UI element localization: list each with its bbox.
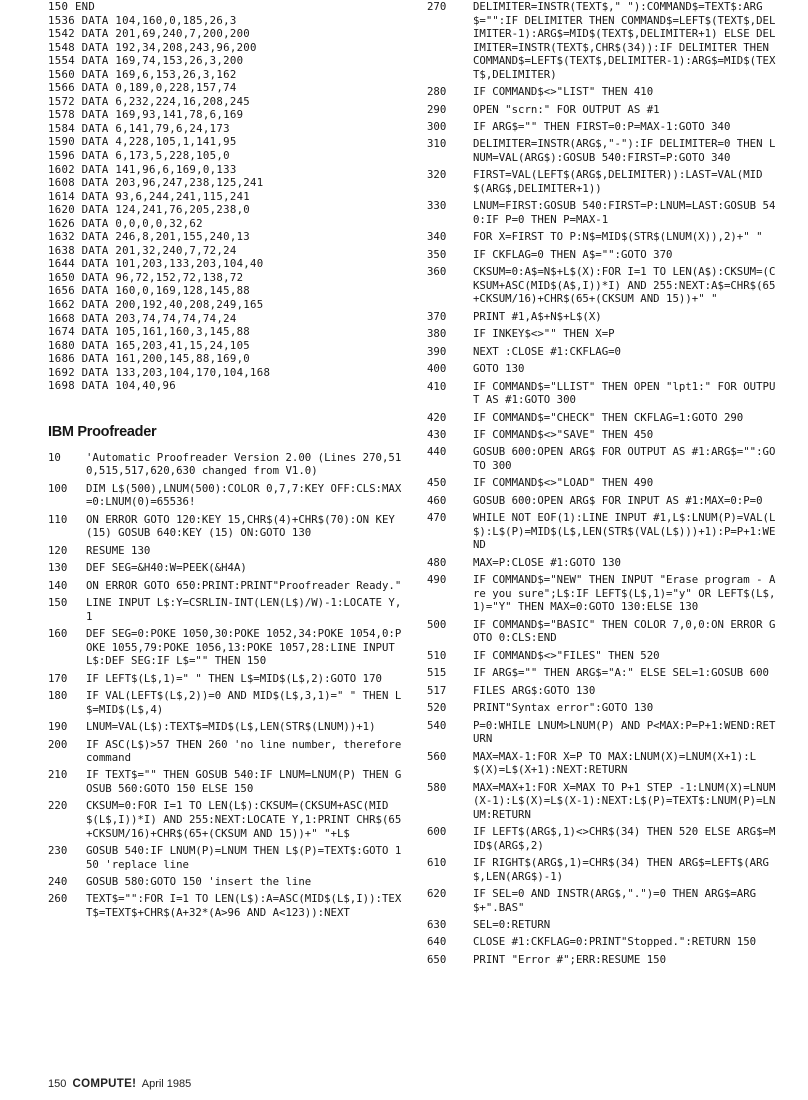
code-line xyxy=(48,844,403,871)
line-number: 490 xyxy=(427,573,447,587)
code-line xyxy=(48,672,403,686)
line-code: DEF SEG=0:POKE 1050,30:POKE 1052,34:POKE 1054,0:POKE 1055,79:POKE 1056,13:POKE 1057,28:LINE INPUT L$:DEF SEG:IF L$="" THEN 150 xyxy=(86,627,402,668)
spacer xyxy=(48,393,403,415)
code-line xyxy=(427,310,777,324)
code-line xyxy=(427,918,777,932)
line-code: P=0:WHILE LNUM>LNUM(P) AND P<MAX:P=P+1:WEND:RETURN xyxy=(473,718,776,746)
code-line: 1662 DATA 200,192,40,208,249,165 xyxy=(48,298,264,312)
line-number: 430 xyxy=(427,428,447,442)
code-line: 1608 DATA 203,96,247,238,125,241 xyxy=(48,176,264,190)
code-line xyxy=(427,701,777,715)
code-line: 1584 DATA 6,141,79,6,24,173 xyxy=(48,121,230,135)
code-line xyxy=(427,666,777,680)
code-line xyxy=(48,627,403,668)
code-line xyxy=(427,781,777,822)
line-code: IF COMMAND$<>"LOAD" THEN 490 xyxy=(473,476,654,490)
line-number: 470 xyxy=(427,511,447,525)
line-code: IF COMMAND$<>"FILES" THEN 520 xyxy=(473,648,660,662)
code-line xyxy=(427,120,777,134)
line-code: IF RIGHT$(ARG$,1)=CHR$(34) THEN ARG$=LEFT$(ARG$,LEN(ARG$)-1) xyxy=(473,856,769,883)
line-code: IF INKEY$<>"" THEN X=P xyxy=(473,327,615,341)
code-line xyxy=(427,137,777,164)
code-line xyxy=(427,825,777,852)
code-line xyxy=(48,875,403,889)
line-code: WHILE NOT EOF(1):LINE INPUT #1,L$:LNUM(P)=VAL(L$):L$(P)=MID$(L$,LEN(STR$(VAL(L$)))+1):P=P+1:WEND xyxy=(473,511,776,552)
code-line: 150 END xyxy=(48,0,96,13)
code-line: 1674 DATA 105,161,160,3,145,88 xyxy=(48,325,251,339)
line-code: CLOSE #1:CKFLAG=0:PRINT"Stopped.":RETURN 150 xyxy=(473,935,757,949)
code-line xyxy=(427,445,777,472)
line-number: 380 xyxy=(427,327,447,341)
code-line xyxy=(427,103,777,117)
section-heading: IBM Proofreader xyxy=(48,423,157,440)
line-code: MAX=P:CLOSE #1:GOTO 130 xyxy=(473,555,621,569)
line-code: PRINT "Error #";ERR:RESUME 150 xyxy=(473,952,667,966)
line-code: MAX=MAX-1:FOR X=P TO MAX:LNUM(X)=LNUM(X+1):L$(X)=L$(X+1):NEXT:RETURN xyxy=(473,749,757,777)
code-line xyxy=(48,451,403,478)
line-code: LNUM=FIRST:GOSUB 540:FIRST=P:LNUM=LAST:GOSUB 540:IF P=0 THEN P=MAX-1 xyxy=(473,199,776,226)
code-line xyxy=(48,892,403,919)
line-code: IF COMMAND$="CHECK" THEN CKFLAG=1:GOTO 290 xyxy=(473,410,744,424)
line-code: ON ERROR GOTO 120:KEY 15,CHR$(4)+CHR$(70):ON KEY(15) GOSUB 640:KEY (15) ON:GOTO 130 xyxy=(86,512,395,540)
line-number: 160 xyxy=(48,627,68,641)
code-line: 1614 DATA 93,6,244,241,115,241 xyxy=(48,189,251,203)
code-line xyxy=(48,768,403,795)
line-code: GOSUB 600:OPEN ARG$ FOR INPUT AS #1:MAX=0:P=0 xyxy=(473,493,763,507)
line-code: 'Automatic Proofreader Version 2.00 (Lines 270,510,515,517,620,630 changed from V1.0) xyxy=(86,450,402,478)
code-line xyxy=(48,561,403,575)
code-line xyxy=(427,719,777,746)
code-line: 1632 DATA 246,8,201,155,240,13 xyxy=(48,230,251,244)
line-number: 200 xyxy=(48,737,68,751)
code-line xyxy=(427,856,777,883)
line-code: IF COMMAND$<>"SAVE" THEN 450 xyxy=(473,428,654,442)
code-line xyxy=(48,799,403,840)
line-code: MAX=MAX+1:FOR X=MAX TO P+1 STEP -1:LNUM(X)=LNUM(X-1):L$(X)=L$(X-1):NEXT:L$(P)=TEXT$:LNUM(P)=LNUM:RETURN xyxy=(473,780,776,821)
code-line xyxy=(427,511,777,552)
page-footer xyxy=(48,1078,191,1090)
line-number: 110 xyxy=(48,512,68,526)
line-number: 440 xyxy=(427,445,447,459)
line-number: 480 xyxy=(427,555,447,569)
line-number: 230 xyxy=(48,844,68,857)
line-number: 340 xyxy=(427,230,447,244)
line-number: 370 xyxy=(427,309,447,323)
left-column xyxy=(48,0,403,923)
line-code: IF COMMAND$="NEW" THEN INPUT "Erase program - Are you sure";L$:IF LEFT$(L$,1)="y" OR LEFT$(L$,1)="Y" THEN MAX=0:GOTO 130:ELSE 130 xyxy=(473,573,776,614)
line-number: 610 xyxy=(427,856,447,870)
line-code: GOSUB 580:GOTO 150 'insert the line xyxy=(86,874,312,888)
code-line: 1560 DATA 169,6,153,26,3,162 xyxy=(48,67,237,81)
code-line: 1590 DATA 4,228,105,1,141,95 xyxy=(48,135,237,149)
line-number: 100 xyxy=(48,481,68,495)
code-line xyxy=(427,618,777,645)
line-number: 270 xyxy=(427,0,447,13)
line-number: 650 xyxy=(427,952,447,966)
code-line: 1698 DATA 104,40,96 xyxy=(48,379,176,393)
line-code: ON ERROR GOTO 650:PRINT:PRINT"Proofreader Ready." xyxy=(86,578,402,592)
code-line xyxy=(48,579,403,593)
code-line xyxy=(48,689,403,716)
line-number: 580 xyxy=(427,780,447,794)
line-number: 360 xyxy=(427,265,447,279)
issue-date: April 1985 xyxy=(141,1078,192,1090)
line-code: GOSUB 600:OPEN ARG$ FOR OUTPUT AS #1:ARG$="":GOTO 300 xyxy=(473,445,776,472)
line-code: LINE INPUT L$:Y=CSRLIN-INT(LEN(L$)/W)-1:LOCATE Y,1 xyxy=(86,596,402,623)
line-code: SEL=0:RETURN xyxy=(473,918,551,931)
line-code: IF ARG$="" THEN ARG$="A:" ELSE SEL=1:GOSUB 600 xyxy=(473,666,769,680)
line-code: IF LEFT$(ARG$,1)<>CHR$(34) THEN 520 ELSE ARG$=MID$(ARG$,2) xyxy=(473,825,776,852)
code-line xyxy=(427,953,777,967)
code-line xyxy=(427,556,777,570)
line-code: CKSUM=0:FOR I=1 TO LEN(L$):CKSUM=(CKSUM+ASC(MID$(L$,I))*I) AND 255:NEXT:LOCATE Y,1:PRINT CHR$(65+CKSUM/16)+CHR$(65+(CKSUM AND 15))+" "+L$ xyxy=(86,799,402,840)
line-code: TEXT$="":FOR I=1 TO LEN(L$):A=ASC(MID$(L$,I)):TEXT$=TEXT$+CHR$(A+32*(A>96 AND A<123)):NEXT xyxy=(86,892,402,919)
line-number: 140 xyxy=(48,578,68,592)
line-number: 130 xyxy=(48,561,68,575)
code-line: 1566 DATA 0,189,0,228,157,74 xyxy=(48,81,237,95)
code-line: 1656 DATA 160,0,169,128,145,88 xyxy=(48,284,251,298)
line-code: PRINT"Syntax error":GOTO 130 xyxy=(473,701,654,715)
code-line: 1638 DATA 201,32,240,7,72,24 xyxy=(48,243,237,257)
line-number: 280 xyxy=(427,85,447,99)
code-line xyxy=(48,544,403,558)
code-line xyxy=(427,428,777,442)
code-line xyxy=(48,482,403,509)
code-line xyxy=(427,199,777,226)
code-line xyxy=(427,750,777,777)
right-column xyxy=(427,0,777,970)
line-code: PRINT #1,A$+N$+L$(X) xyxy=(473,309,602,323)
line-number: 400 xyxy=(427,362,447,376)
line-number: 500 xyxy=(427,617,447,631)
code-line: 1542 DATA 201,69,240,7,200,200 xyxy=(48,27,251,41)
line-number: 515 xyxy=(427,666,447,680)
line-number: 150 xyxy=(48,596,68,610)
line-code: IF TEXT$="" THEN GOSUB 540:IF LNUM=LNUM(P) THEN GOSUB 560:GOTO 150 ELSE 150 xyxy=(86,768,402,796)
line-number: 310 xyxy=(427,137,447,151)
code-line xyxy=(427,573,777,614)
code-line xyxy=(427,85,777,99)
line-code: FILES ARG$:GOTO 130 xyxy=(473,683,596,697)
line-number: 390 xyxy=(427,344,447,358)
line-code: DEF SEG=&H40:W=PEEK(&H4A) xyxy=(86,561,247,575)
program-listing-right xyxy=(427,0,777,966)
data-listing xyxy=(48,0,403,393)
code-line: 1596 DATA 6,173,5,228,105,0 xyxy=(48,149,230,163)
code-line xyxy=(427,327,777,341)
code-line: 1578 DATA 169,93,141,78,6,169 xyxy=(48,108,244,122)
code-line: 1602 DATA 141,96,6,169,0,133 xyxy=(48,162,237,176)
line-code: IF COMMAND$="LLIST" THEN OPEN "lpt1:" FOR OUTPUT AS #1:GOTO 300 xyxy=(473,379,776,407)
code-line xyxy=(427,935,777,949)
line-number: 517 xyxy=(427,683,447,697)
line-code: IF CKFLAG=0 THEN A$="":GOTO 370 xyxy=(473,247,673,261)
line-code: FOR X=FIRST TO P:N$=MID$(STR$(LNUM(X)),2)+" " xyxy=(473,230,763,244)
line-number: 630 xyxy=(427,918,447,931)
line-number: 640 xyxy=(427,935,447,949)
line-number: 410 xyxy=(427,379,447,393)
line-number: 180 xyxy=(48,689,68,703)
line-number: 170 xyxy=(48,671,68,685)
code-line: 1680 DATA 165,203,41,15,24,105 xyxy=(48,338,251,352)
line-number: 350 xyxy=(427,247,447,261)
line-code: DELIMITER=INSTR(TEXT$," "):COMMAND$=TEXT$:ARG$="":IF DELIMITER THEN COMMAND$=LEFT$(TEXT$,DELIMITER-1):ARG$=MID$(TEXT$,DELIMITER+1) ELSE DELIMITER=INSTR(TEXT$,CHR$(34)):IF DELIMITER THEN COMMAND$=LEFT$(TEXT$,DELIMITER-1):ARG$=MID$(TEXT$,DELIMITER) xyxy=(473,0,776,81)
line-code: IF COMMAND$="BASIC" THEN COLOR 7,0,0:ON ERROR GOTO 0:CLS:END xyxy=(473,617,776,645)
line-number: 190 xyxy=(48,720,68,734)
line-number: 300 xyxy=(427,120,447,134)
code-line xyxy=(427,494,777,508)
code-line xyxy=(48,596,403,623)
line-code: LNUM=VAL(L$):TEXT$=MID$(L$,LEN(STR$(LNUM))+1) xyxy=(86,720,376,734)
line-number: 120 xyxy=(48,543,68,557)
code-line: 1644 DATA 101,203,133,203,104,40 xyxy=(48,257,264,271)
code-line: 1572 DATA 6,232,224,16,208,245 xyxy=(48,94,251,108)
line-code: FIRST=VAL(LEFT$(ARG$,DELIMITER)):LAST=VAL(MID$(ARG$,DELIMITER+1)) xyxy=(473,168,763,196)
line-code: IF ARG$="" THEN FIRST=0:P=MAX-1:GOTO 340 xyxy=(473,120,731,134)
line-code: IF VAL(LEFT$(L$,2))=0 AND MID$(L$,3,1)=" " THEN L$=MID$(L$,4) xyxy=(86,689,402,716)
magazine-name: COMPUTE! xyxy=(72,1078,137,1090)
line-number: 420 xyxy=(427,410,447,424)
code-line: 1668 DATA 203,74,74,74,74,24 xyxy=(48,311,237,325)
code-line xyxy=(427,649,777,663)
line-code: DELIMITER=INSTR(ARG$,"-"):IF DELIMITER=0 THEN LNUM=VAL(ARG$):GOSUB 540:FIRST=P:GOTO 340 xyxy=(473,137,776,165)
code-line xyxy=(427,345,777,359)
line-code: IF LEFT$(L$,1)=" " THEN L$=MID$(L$,2):GOTO 170 xyxy=(86,671,382,685)
line-number: 320 xyxy=(427,168,447,182)
code-line xyxy=(427,684,777,698)
line-number: 560 xyxy=(427,749,447,763)
code-line: 1548 DATA 192,34,208,243,96,200 xyxy=(48,40,257,54)
line-code: IF SEL=0 AND INSTR(ARG$,".")=0 THEN ARG$=ARG$+".BAS" xyxy=(473,887,757,914)
code-line xyxy=(48,720,403,734)
line-number: 620 xyxy=(427,887,447,901)
code-line xyxy=(427,0,777,81)
line-number: 520 xyxy=(427,701,447,715)
code-line xyxy=(427,380,777,407)
code-line: 1686 DATA 161,200,145,88,169,0 xyxy=(48,352,251,366)
line-number: 290 xyxy=(427,102,447,116)
line-number: 460 xyxy=(427,493,447,507)
code-line xyxy=(427,248,777,262)
line-code: OPEN "scrn:" FOR OUTPUT AS #1 xyxy=(473,102,660,116)
line-number: 510 xyxy=(427,648,447,662)
code-line: 1554 DATA 169,74,153,26,3,200 xyxy=(48,54,244,68)
code-line xyxy=(48,738,403,765)
program-listing-left xyxy=(48,451,403,920)
code-line: 1620 DATA 124,241,76,205,238,0 xyxy=(48,203,251,217)
line-number: 540 xyxy=(427,718,447,732)
code-line xyxy=(48,513,403,540)
code-line: 1692 DATA 133,203,104,170,104,168 xyxy=(48,365,271,379)
code-line xyxy=(427,476,777,490)
line-number: 450 xyxy=(427,476,447,490)
line-code: CKSUM=0:A$=N$+L$(X):FOR I=1 TO LEN(A$):CKSUM=(CKSUM+ASC(MID$(A$,I))*I) AND 255:NEXT:A$=CHR$(65+CKSUM/16)+CHR$(65+(CKSUM AND 15))+" " xyxy=(473,265,776,306)
line-number: 260 xyxy=(48,892,68,906)
line-code: RESUME 130 xyxy=(86,543,151,557)
line-code: IF COMMAND$<>"LIST" THEN 410 xyxy=(473,85,654,99)
line-number: 600 xyxy=(427,825,447,839)
line-number: 10 xyxy=(48,450,61,464)
line-code: GOTO 130 xyxy=(473,362,525,376)
code-line: 1536 DATA 104,160,0,185,26,3 xyxy=(48,13,237,27)
line-code: GOSUB 540:IF LNUM(P)=LNUM THEN L$(P)=TEXT$:GOTO 150 'replace line xyxy=(86,844,402,871)
code-line: 1650 DATA 96,72,152,72,138,72 xyxy=(48,270,244,284)
line-code: NEXT :CLOSE #1:CKFLAG=0 xyxy=(473,344,621,358)
line-number: 220 xyxy=(48,799,68,813)
line-number: 240 xyxy=(48,874,68,888)
code-line xyxy=(427,362,777,376)
line-code: DIM L$(500),LNUM(500):COLOR 0,7,7:KEY OFF:CLS:MAX=0:LNUM(0)=65536! xyxy=(86,481,402,509)
code-line xyxy=(427,230,777,244)
code-line: 1626 DATA 0,0,0,0,32,62 xyxy=(48,216,203,230)
line-number: 210 xyxy=(48,768,68,782)
code-line xyxy=(427,168,777,195)
line-code: IF ASC(L$)>57 THEN 260 'no line number, therefore command xyxy=(86,737,402,765)
line-number: 330 xyxy=(427,199,447,213)
code-line xyxy=(427,887,777,914)
code-line xyxy=(427,265,777,306)
page-number: 150 xyxy=(48,1078,67,1090)
code-line xyxy=(427,411,777,425)
